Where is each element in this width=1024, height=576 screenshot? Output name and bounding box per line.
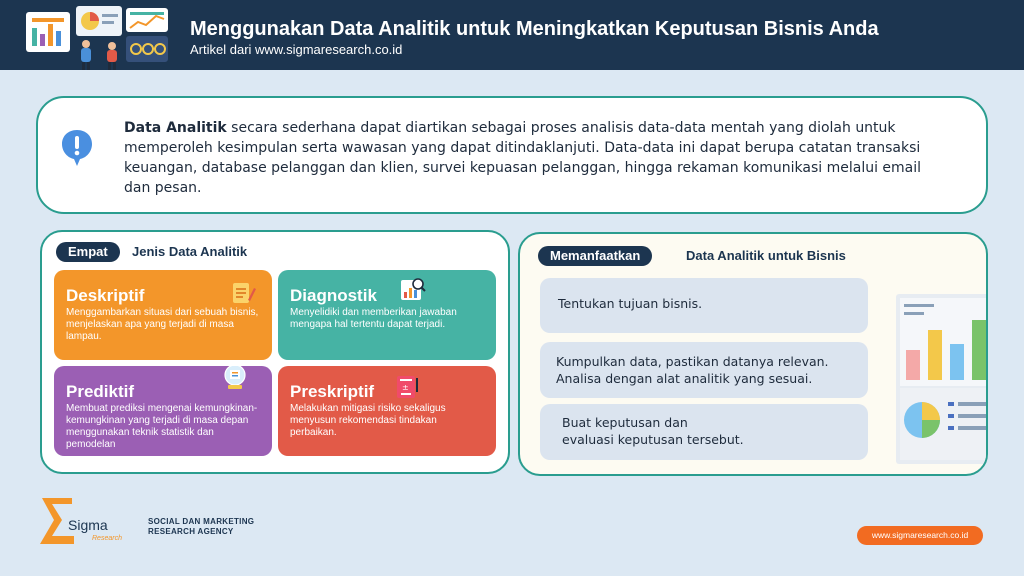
- crystal-ball-icon: [222, 366, 248, 390]
- card-title: Deskriptif: [66, 286, 145, 305]
- card-title: Prediktif: [66, 382, 135, 401]
- logo-text: Sigma: [68, 517, 108, 533]
- card-desc: Melakukan mitigasi risiko sekaligus menyusun rekomendasi tindakan perbaikan.: [290, 403, 446, 438]
- logo-sub: Research: [92, 535, 122, 542]
- intro-box: [36, 96, 988, 214]
- types-heading: Jenis Data Analitik: [132, 244, 248, 259]
- analytics-types-panel: [40, 230, 510, 474]
- header-bar: [0, 0, 1024, 70]
- step-text: Buat keputusan dan: [562, 415, 688, 430]
- step-item: [540, 278, 868, 333]
- chart-magnifier-icon: [400, 276, 426, 302]
- card-desc: Menggambarkan situasi dari sebuah bisnis, menjelaskan apa yang terjadi di masa lampau.: [66, 307, 259, 342]
- usage-panel: [518, 232, 988, 476]
- types-pill: Empat: [56, 242, 120, 262]
- sigma-logo: [38, 496, 148, 548]
- exclamation-icon: [60, 128, 94, 168]
- step-text: Kumpulkan data, pastikan datanya relevan.: [556, 354, 829, 369]
- card-title: Preskriptif: [290, 382, 375, 401]
- intro-keyword: Data Analitik: [124, 120, 227, 136]
- agency-line: RESEARCH AGENCY: [148, 527, 234, 536]
- card-desc: Membuat prediksi mengenai kemungkinan-kemungkinan yang terjadi di masa depan menggunakan teknik statistik dan pemodelan: [66, 403, 258, 450]
- agency-line: SOCIAL DAN MARKETING: [148, 517, 255, 526]
- notepad-pencil-icon: [230, 280, 256, 306]
- card-prediktif: [54, 366, 272, 456]
- card-desc: Menyelidiki dan memberikan jawaban mengapa hal tertentu dapat terjadi.: [290, 307, 457, 330]
- intro-text: [124, 118, 924, 198]
- intro-body: secara sederhana dapat diartikan sebagai proses analisis data-data mentah yang diolah untuk memperoleh kesimpulan serta wawasan yang dapat ditindaklanjuti. Data-data ini dapat berupa catatan transaksi keuangan, database pelanggan dan klien, survei kepuasan pelanggan, hingga rekaman komunikasi melalui email dan pesan.: [124, 120, 922, 196]
- page-title: Menggunakan Data Analitik untuk Meningkatkan Keputusan Bisnis Anda: [190, 18, 879, 40]
- usage-heading: Data Analitik untuk Bisnis: [686, 248, 846, 263]
- step-text: Tentukan tujuan bisnis.: [558, 296, 703, 311]
- card-deskriptif: [54, 270, 272, 360]
- calculator-icon: [394, 374, 420, 400]
- usage-pill: Memanfaatkan: [538, 246, 652, 266]
- analytics-board-illustration: [892, 290, 988, 470]
- card-title: Diagnostik: [290, 286, 377, 305]
- agency-tagline: [148, 517, 254, 537]
- svg-text:±: ±: [402, 383, 409, 392]
- page-subtitle: Artikel dari www.sigmaresearch.co.id: [190, 42, 403, 57]
- dashboard-team-illustration: [22, 4, 172, 70]
- step-text: evaluasi keputusan tersebut.: [562, 432, 744, 447]
- card-diagnostik: [278, 270, 496, 360]
- step-item: [540, 404, 868, 460]
- website-link[interactable]: www.sigmaresearch.co.id: [857, 526, 983, 545]
- step-item: [540, 342, 868, 398]
- card-preskriptif: [278, 366, 496, 456]
- step-text: Analisa dengan alat analitik yang sesuai.: [556, 371, 813, 386]
